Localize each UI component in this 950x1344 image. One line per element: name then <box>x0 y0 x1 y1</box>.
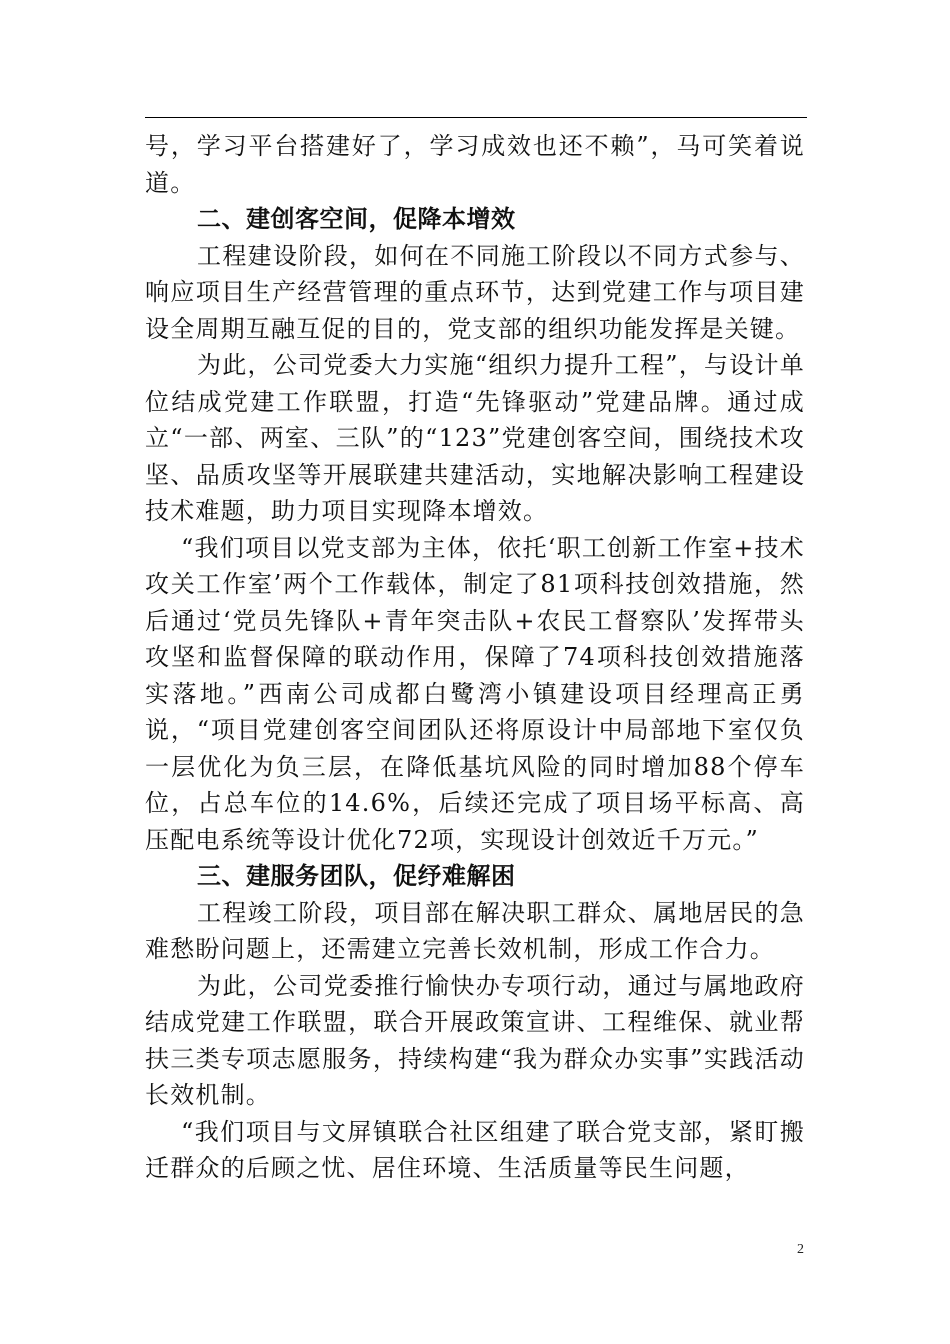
body-text <box>145 128 805 1187</box>
paragraph-continued: 号，学习平台搭建好了，学习成效也还不赖”，马可笑着说道。 <box>145 132 805 197</box>
paragraph-party-committee-alliance: 为此，公司党委大力实施“组织力提升工程”，与设计单位结成党建工作联盟，打造“先锋驱动”党建品牌。通过成立“一部、两室、三队”的“123”党建创客空间，围绕技术攻坚、品质攻坚等开展联建共建活动，实地解决影响工程建设技术难题，助力项目实现降本增效。 <box>145 351 805 525</box>
header-rule <box>145 117 807 118</box>
paragraph-completion-stage: 工程竣工阶段，项目部在解决职工群众、属地居民的急难愁盼问题上，还需建立完善长效机制，形成工作合力。 <box>145 898 805 963</box>
section-heading-2: 二、建创客空间，促降本增效 <box>197 205 516 233</box>
paragraph-quote-project-manager: “我们项目以党支部为主体，依托‘职工创新工作室+技术攻关工作室’两个工作载体，制定了81项科技创效措施，然后通过‘党员先锋队+青年突击队+农民工督察队’发挥带头攻坚和监督保障的联动作用，保障了74项科技创效措施落实落地。”西南公司成都白鹭湾小镇建设项目经理高正勇说，“项目党建创客空间团队还将原设计中局部地下室仅负一层优化为负三层，在降低基坑风险的同时增加88个停车位，占总车位的14.6%，后续还完成了项目场平标高、高压配电系统等设计优化72项，实现设计创效近千万元。” <box>145 533 805 854</box>
section-heading-3: 三、建服务团队，促纾难解困 <box>197 862 516 890</box>
paragraph-quote-community: “我们项目与文屏镇联合社区组建了联合党支部，紧盯搬迁群众的后顾之忧、居住环境、生活质量等民生问题， <box>145 1117 805 1182</box>
paragraph-service-action: 为此，公司党委推行愉快办专项行动，通过与属地政府结成党建工作联盟，联合开展政策宣讲、工程维保、就业帮扶三类专项志愿服务，持续构建“我为群众办实事”实践活动长效机制。 <box>145 971 805 1109</box>
paragraph-construction-stage: 工程建设阶段，如何在不同施工阶段以不同方式参与、响应项目生产经营管理的重点环节，达到党建工作与项目建设全周期互融互促的目的，党支部的组织功能发挥是关键。 <box>145 241 805 343</box>
page-number: 2 <box>797 1242 804 1257</box>
